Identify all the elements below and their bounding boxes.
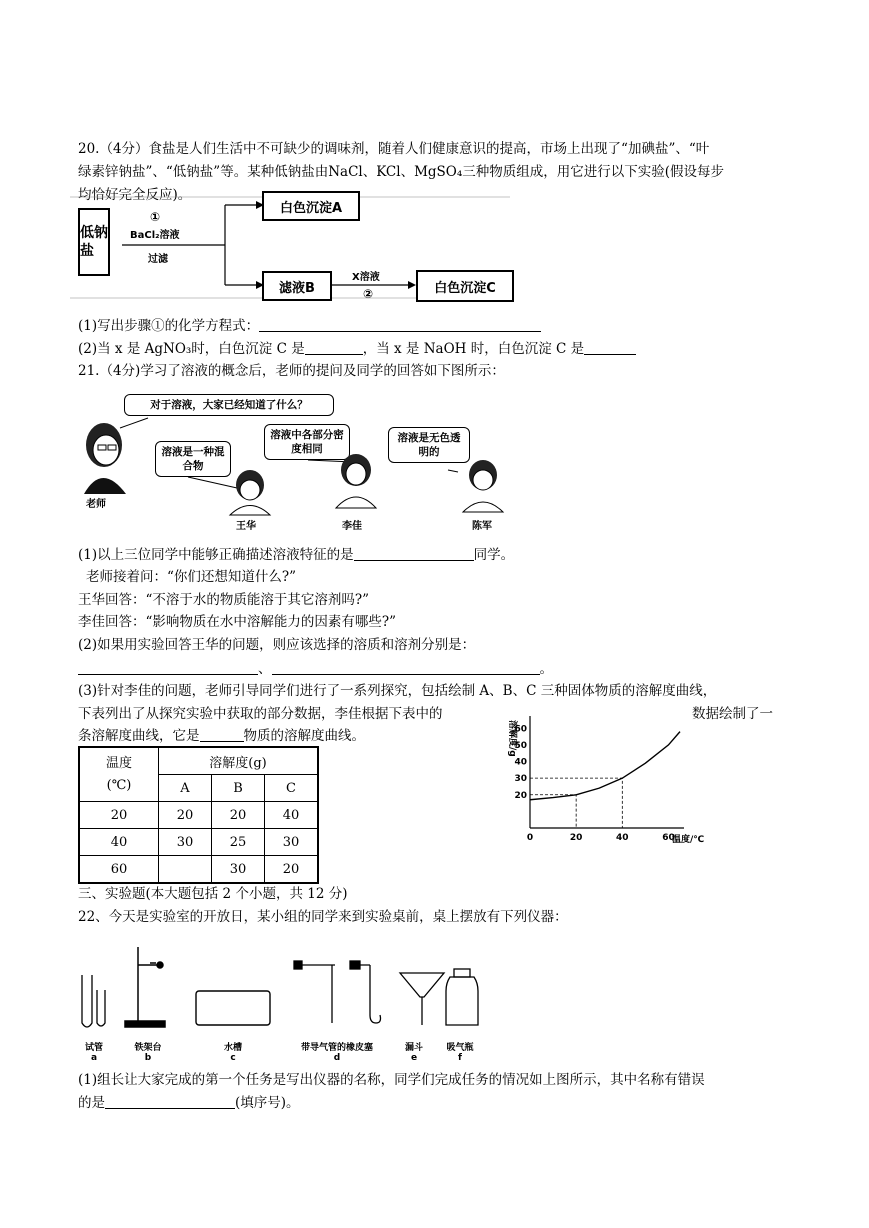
table-cell: 20 xyxy=(79,802,159,829)
q21-sub3c: 数据绘制了一 xyxy=(692,706,773,722)
table-cell: 20 xyxy=(159,802,212,829)
y-tick-label: 30 xyxy=(514,774,527,785)
section-3-title: 三、实验题(本大题包括 2 个小题，共 12 分) xyxy=(78,886,348,902)
q22-sub1b xyxy=(78,1093,798,1114)
answer-bubble-3: 溶液是无色透明的 xyxy=(388,427,470,463)
q21-ask: 老师接着问：“你们还想知道什么?” xyxy=(86,569,297,585)
q21-sub1-text-a: (1)以上三位同学中能够正确描述溶液特征的是 xyxy=(78,547,354,563)
item-f-letter: f xyxy=(458,1053,462,1063)
answer-blank[interactable] xyxy=(200,727,244,742)
y-tick-label: 60 xyxy=(514,724,527,735)
q21-sub1 xyxy=(78,545,798,566)
q20-sub2-text-a: (2)当 x 是 AgNO₃时，白色沉淀 C 是 xyxy=(78,341,305,357)
table-cell: 25 xyxy=(212,829,265,856)
filtrate-b-box: 滤液B xyxy=(262,271,332,301)
funnel-icon xyxy=(400,973,444,1025)
q21-wang: 王华回答：“不溶于水的物质能溶于其它溶剂吗?” xyxy=(78,592,370,608)
iron-stand-icon xyxy=(125,947,165,1027)
q20-sub2 xyxy=(78,339,798,360)
test-tube-icon xyxy=(82,975,105,1027)
people-illustration xyxy=(78,400,508,528)
solubility-curve xyxy=(530,732,680,800)
student-wang-label: 王华 xyxy=(236,521,256,532)
step2-number: ② xyxy=(363,287,374,301)
item-a-letter: a xyxy=(90,1053,98,1063)
q21-sub3d xyxy=(78,726,798,747)
answer-blank[interactable] xyxy=(272,660,540,675)
solubility-table xyxy=(78,746,319,884)
precipitate-a-box: 白色沉淀A xyxy=(262,191,360,221)
q21-line1: 21.（4分)学习了溶液的概念后，老师的提问及同学的回答如下图所示： xyxy=(78,363,505,379)
item-f-name: 吸气瓶 xyxy=(446,1043,474,1053)
table-cell: 20 xyxy=(212,802,265,829)
answer-blank[interactable] xyxy=(584,340,636,355)
solubility-curve-chart xyxy=(496,710,705,845)
y-tick-label: 50 xyxy=(514,740,527,751)
precipitate-c-box: 白色沉淀C xyxy=(416,270,514,302)
teacher-question-bubble: 对于溶液，大家已经知道了什么？ xyxy=(124,394,334,416)
x-tick-label: 40 xyxy=(616,833,629,843)
table-cell: 30 xyxy=(265,829,319,856)
q21-sub3b: 下表列出了从探究实验中获取的部分数据，李佳根据下表中的 xyxy=(78,706,443,722)
q21-li: 李佳回答：“影响物质在水中溶解能力的因素有哪些?” xyxy=(78,614,397,630)
item-b-letter: b xyxy=(144,1053,152,1063)
low-sodium-box: 低钠盐 xyxy=(78,208,110,276)
y-axis-label: 溶解度/g xyxy=(507,720,517,757)
col-header-c: C xyxy=(265,775,319,802)
q22-sub1b-text: 的是 xyxy=(78,1095,105,1111)
table-cell: 20 xyxy=(265,856,319,884)
q21-sub1-text-b: 同学。 xyxy=(473,547,515,563)
q22-sub1a: (1)组长让大家完成的第一个任务是写出仪器的名称，同学们完成任务的情况如上图所示，其中名称有错误 xyxy=(78,1072,705,1088)
table-cell: 60 xyxy=(79,856,159,884)
temp-header-unit: (℃) xyxy=(106,777,132,793)
end-mark: 。 xyxy=(539,661,553,677)
item-a-name: 试管 xyxy=(84,1043,103,1053)
x-tick-label: 20 xyxy=(569,833,583,843)
table-row xyxy=(79,856,318,884)
answer-bubble-2: 溶液中各部分密度相同 xyxy=(264,424,350,460)
student-chen-icon xyxy=(463,460,503,512)
answer-blank[interactable] xyxy=(78,660,258,675)
answer-blank[interactable] xyxy=(259,317,541,332)
apparatus-drawings xyxy=(70,935,490,1035)
x-axis-label: 温度/℃ xyxy=(672,835,705,845)
q21-sub3a: (3)针对李佳的问题，老师引导同学们进行了一系列探究，包括绘制 A、B、C 三种固体物质的溶解度曲线， xyxy=(78,683,717,699)
q22-sub1c-text: (填序号)。 xyxy=(235,1095,300,1111)
step1-number: ① xyxy=(150,210,161,224)
col-header-a: A xyxy=(159,775,212,802)
q20-sub1-text: (1)写出步骤①的化学方程式： xyxy=(78,318,260,334)
step1-operation: 过滤 xyxy=(148,254,168,265)
temp-header xyxy=(79,747,159,802)
item-c-letter: c xyxy=(230,1053,236,1063)
item-c-name: 水槽 xyxy=(223,1043,242,1053)
y-tick-label: 20 xyxy=(514,790,527,801)
student-wang-icon xyxy=(230,470,270,515)
y-tick-label: 40 xyxy=(514,757,527,768)
q22-line1: 22、今天是实验室的开放日，某小组的同学来到实验桌前，桌上摆放有下列仪器： xyxy=(78,909,568,925)
q21-sub2-answer xyxy=(78,659,798,680)
teacher-icon xyxy=(84,423,126,494)
q20-sub1 xyxy=(78,316,798,337)
answer-blank[interactable] xyxy=(305,340,363,355)
q21-sub2: (2)如果用实验回答王华的问题，则应该选择的溶质和溶剂分别是： xyxy=(78,637,476,653)
student-chen-label: 陈军 xyxy=(472,521,492,532)
table-cell: 30 xyxy=(212,856,265,884)
x-tick-label: 0 xyxy=(526,833,534,843)
gas-bottle-icon xyxy=(446,969,478,1025)
table-cell xyxy=(159,856,212,884)
item-e-letter: e xyxy=(410,1053,418,1063)
teacher-label: 老师 xyxy=(86,499,106,510)
table-row xyxy=(79,802,318,829)
temp-header-label: 温度 xyxy=(105,755,132,771)
answer-bubble-1: 溶液是一种混合物 xyxy=(155,441,231,477)
answer-blank[interactable] xyxy=(354,546,474,561)
rubber-stopper-icon xyxy=(294,961,381,1023)
student-li-icon xyxy=(336,454,376,508)
student-li-label: 李佳 xyxy=(342,521,362,532)
table-row xyxy=(79,829,318,856)
step2-reagent: X溶液 xyxy=(352,272,380,283)
q20-line3: 均恰好完全反应)。 xyxy=(78,187,192,203)
item-d-letter: d xyxy=(333,1053,341,1063)
q21-sub3d-text: 条溶解度曲线，它是 xyxy=(78,728,200,744)
step1-reagent: BaCl₂溶液 xyxy=(130,230,180,241)
separator: 、 xyxy=(258,661,272,677)
table-cell: 40 xyxy=(265,802,319,829)
solubility-header: 溶解度(g) xyxy=(159,747,319,775)
col-header-b: B xyxy=(212,775,265,802)
item-b-name: 铁架台 xyxy=(134,1043,162,1053)
item-d-name: 带导气管的橡皮塞 xyxy=(300,1043,373,1053)
q20-line2: 绿素锌钠盐”、“低钠盐”等。某种低钠盐由NaCl、KCl、MgSO₄三种物质组成，用它进行以下实验(假设每步 xyxy=(78,164,725,180)
x-tick-label: 60 xyxy=(662,833,675,843)
q20-sub2-text-b: ，当 x 是 NaOH 时，白色沉淀 C 是 xyxy=(362,341,585,357)
answer-blank[interactable] xyxy=(105,1094,235,1109)
water-trough-icon xyxy=(196,991,270,1025)
item-e-name: 漏斗 xyxy=(404,1043,423,1053)
table-cell: 30 xyxy=(159,829,212,856)
q20-line1: 20.（4分）食盐是人们生活中不可缺少的调味剂，随着人们健康意识的提高，市场上出现了“加碘盐”、“叶 xyxy=(78,141,710,157)
q21-sub3e-text: 物质的溶解度曲线。 xyxy=(243,728,365,744)
table-cell: 40 xyxy=(79,829,159,856)
